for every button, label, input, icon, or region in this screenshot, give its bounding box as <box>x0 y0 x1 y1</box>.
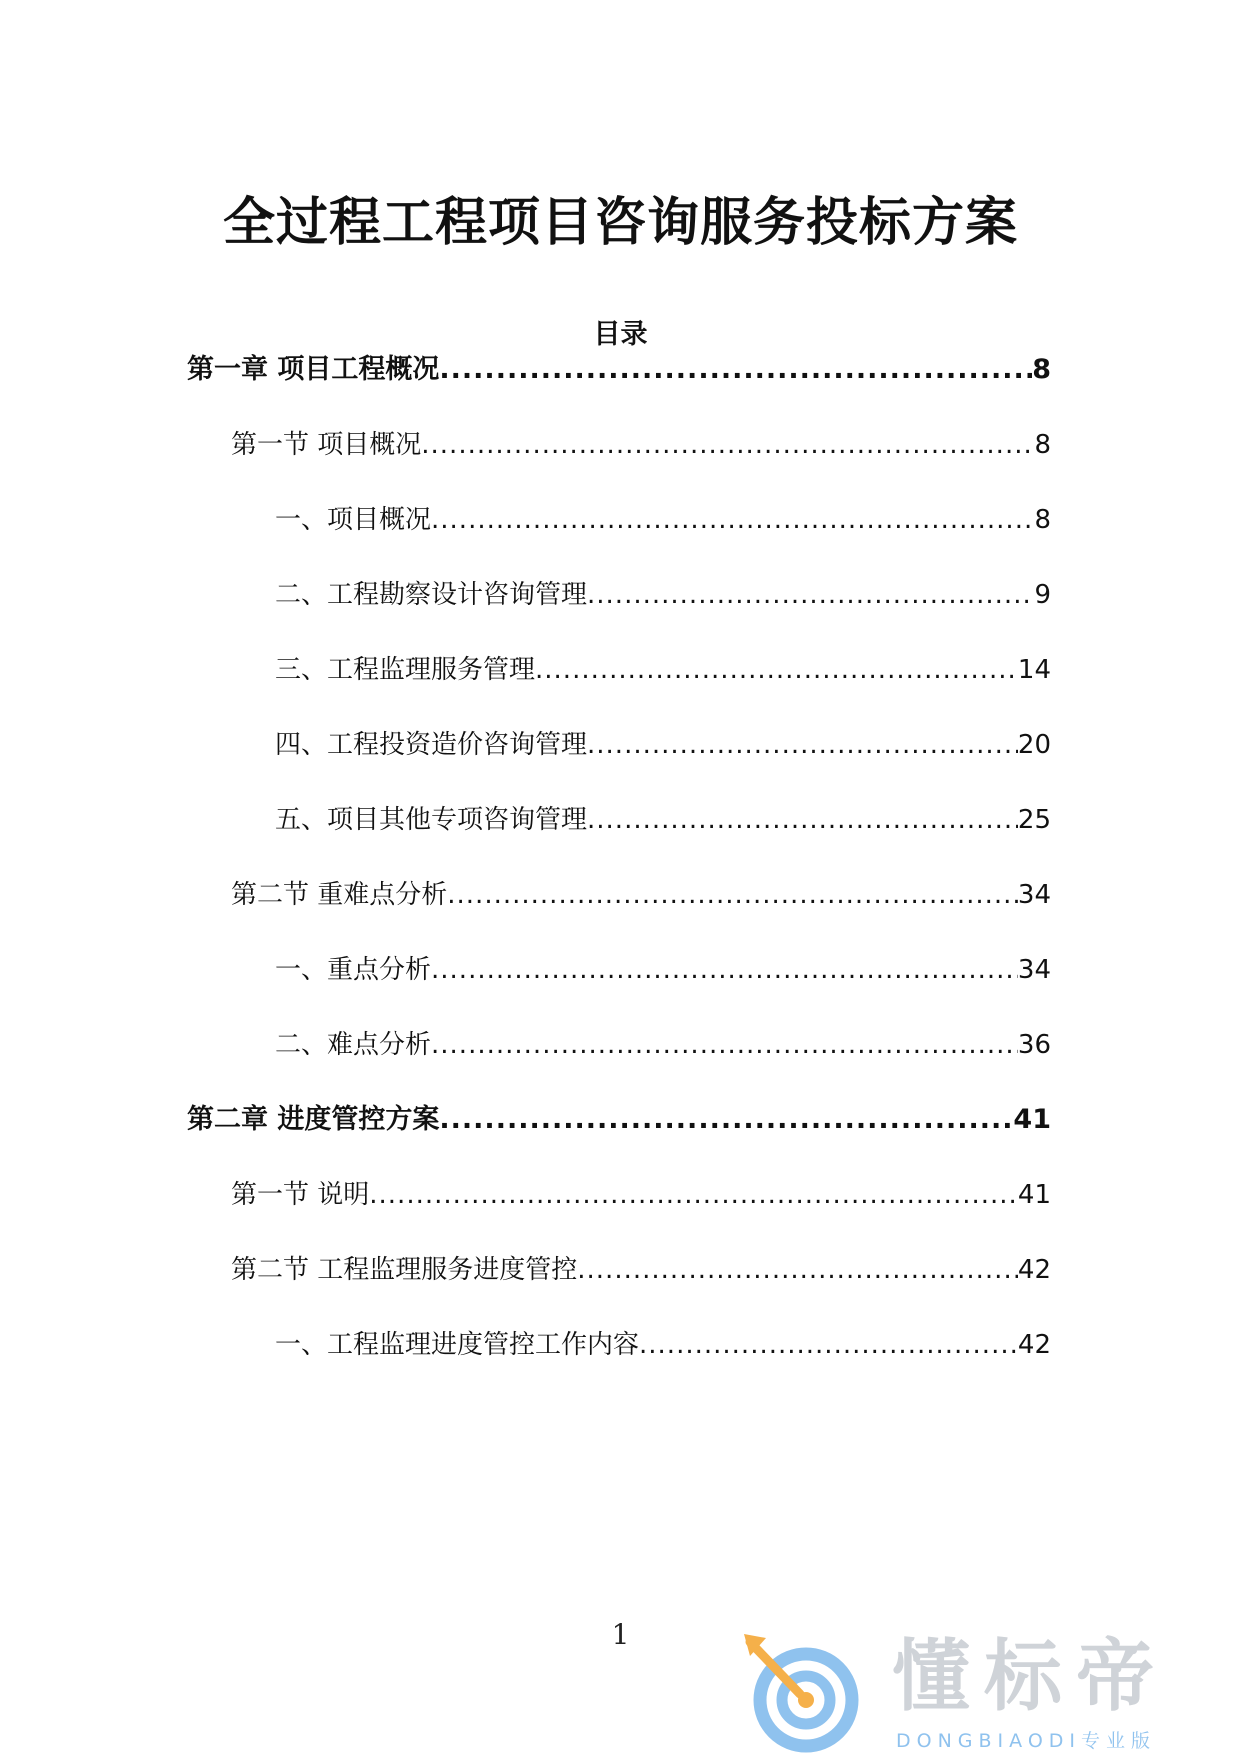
toc-dot-leader <box>431 500 1034 540</box>
toc-entry-label: 第一节 项目概况 <box>231 430 422 460</box>
toc-entry-label: 第一章 项目工程概况 <box>187 354 440 385</box>
toc-dot-leader <box>439 350 1032 390</box>
watermark <box>740 1630 1241 1754</box>
toc-entry-label: 四、工程投资造价咨询管理 <box>275 730 588 760</box>
toc-entry-subsection[interactable] <box>275 950 1051 990</box>
toc-dot-leader <box>587 575 1034 615</box>
toc-dot-leader <box>577 1250 1018 1290</box>
document-title: 全过程工程项目咨询服务投标方案 <box>222 193 1018 253</box>
toc-entry-label: 二、难点分析 <box>275 1030 432 1060</box>
toc-entry-page: 42 <box>1017 1255 1051 1285</box>
toc-dot-leader <box>639 1325 1018 1365</box>
toc-entry-subsection[interactable] <box>275 800 1051 840</box>
toc-dot-leader <box>535 650 1018 690</box>
watermark-brand-name: 懂标帝 <box>892 1632 1169 1722</box>
toc-entry-page: 41 <box>1017 1180 1051 1210</box>
toc-dot-leader <box>587 800 1018 840</box>
toc-entry-section[interactable] <box>231 1250 1051 1290</box>
toc-entry-page: 8 <box>1034 430 1051 460</box>
toc-heading: 目录 <box>593 319 648 350</box>
toc-entry-page: 20 <box>1017 730 1051 760</box>
toc-dot-leader <box>447 875 1018 915</box>
toc-entry-page: 25 <box>1017 805 1051 835</box>
toc-dot-leader <box>587 725 1018 765</box>
toc-entry-page: 41 <box>1013 1104 1051 1135</box>
toc-entry-label: 一、项目概况 <box>275 505 432 535</box>
toc-entry-label: 第二节 重难点分析 <box>231 880 448 910</box>
toc-entry-section[interactable] <box>231 1175 1051 1215</box>
toc-entry-subsection[interactable] <box>275 725 1051 765</box>
toc-entry-section[interactable] <box>231 875 1051 915</box>
toc-dot-leader <box>439 1100 1013 1140</box>
page-number: 1 <box>611 1618 630 1651</box>
toc-dot-leader <box>431 1025 1018 1065</box>
toc-entry-label: 二、工程勘察设计咨询管理 <box>275 580 588 610</box>
toc-entry-chapter-1[interactable] <box>187 350 1051 390</box>
toc-entry-page: 34 <box>1017 955 1051 985</box>
toc-entry-label: 一、重点分析 <box>275 955 432 985</box>
toc-entry-label: 五、项目其他专项咨询管理 <box>275 805 588 835</box>
toc-dot-leader <box>421 425 1034 465</box>
toc-dot-leader <box>431 950 1018 990</box>
toc-entry-section[interactable] <box>231 425 1051 465</box>
toc-entry-page: 8 <box>1032 354 1051 385</box>
toc-entry-label: 第二节 工程监理服务进度管控 <box>231 1255 578 1285</box>
toc-entry-label: 第一节 说明 <box>231 1180 370 1210</box>
toc-entry-subsection[interactable] <box>275 1025 1051 1065</box>
toc-entry-page: 34 <box>1017 880 1051 910</box>
toc-entry-label: 三、工程监理服务管理 <box>275 655 536 685</box>
toc-entry-subsection[interactable] <box>275 500 1051 540</box>
toc-entry-page: 14 <box>1017 655 1051 685</box>
toc-entry-label: 一、工程监理进度管控工作内容 <box>275 1330 640 1360</box>
watermark-sub-latin: DONGBIAODI <box>896 1730 1082 1752</box>
toc-entry-label: 第二章 进度管控方案 <box>187 1104 440 1135</box>
target-dart-icon <box>740 1630 860 1754</box>
watermark-subtitle <box>896 1726 1156 1753</box>
toc-entry-chapter-2[interactable] <box>187 1100 1051 1140</box>
watermark-sub-cn: 专业版 <box>1081 1730 1157 1752</box>
toc-entry-subsection[interactable] <box>275 1325 1051 1365</box>
toc-entry-page: 36 <box>1017 1030 1051 1060</box>
toc-entry-subsection[interactable] <box>275 650 1051 690</box>
toc-entry-subsection[interactable] <box>275 575 1051 615</box>
toc-dot-leader <box>369 1175 1018 1215</box>
toc-entry-page: 9 <box>1034 580 1051 610</box>
toc-entry-page: 42 <box>1017 1330 1051 1360</box>
toc-entry-page: 8 <box>1034 505 1051 535</box>
